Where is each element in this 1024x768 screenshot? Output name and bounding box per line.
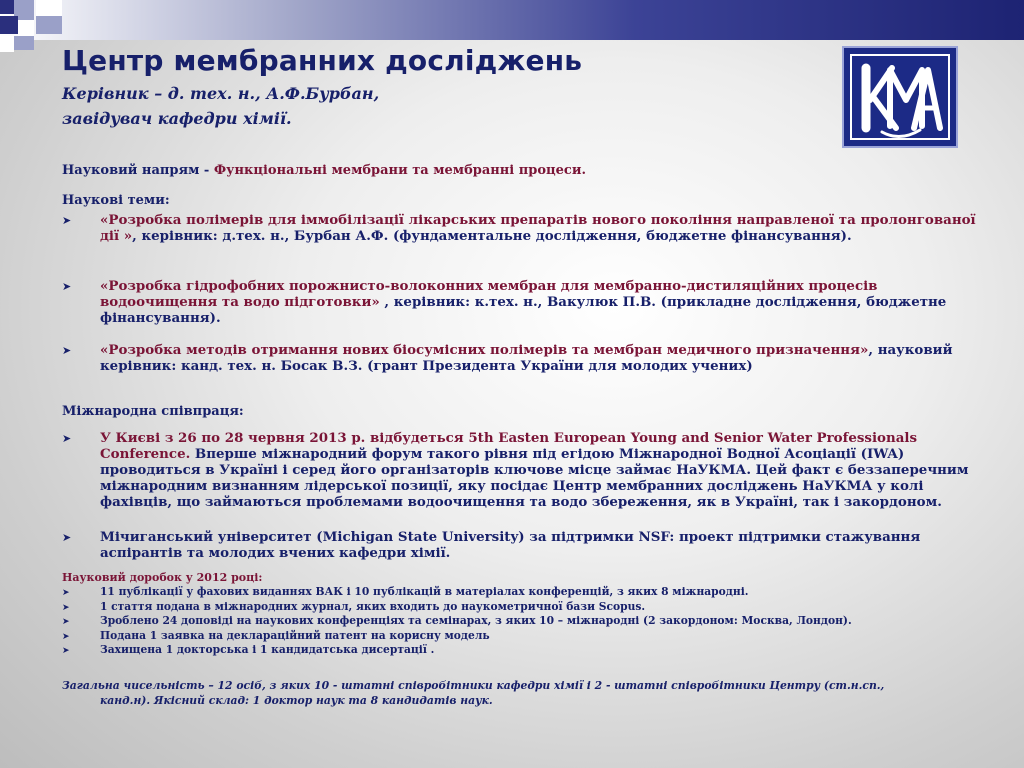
bullet-arrow-icon: ➤ (62, 646, 70, 657)
kma-monogram-icon (844, 48, 956, 146)
list-item (62, 529, 980, 561)
topic-title: «Розробка методів отримання нових біосумісних полімерів та мембран медичного призначення» (100, 342, 869, 358)
research-direction (62, 163, 586, 178)
bullet-arrow-icon: ➤ (62, 531, 72, 544)
topic-title: «Розробка гідрофобних порожнисто-волоконних мембран для мембранно-дистиляційних процесів водоочищення та водо підготовки» (100, 278, 878, 310)
head-position: завідувач кафедри хімії. (62, 109, 292, 128)
topic-details: , керівник: д.тех. н., Бурбан А.Ф. (фундаментальне дослідження, бюджетне фінансування). (132, 228, 852, 244)
cooperation-body: Вперше міжнародний форум такого рівня під егідою Міжнародної Водної Асоціації (IWA) проводиться в Україні і серед його організаторів ключове місце займає НаУКМА. Цей факт є беззаперечним міжнародним визнанням лідерської позиції, яку посідає Центр мембранних досліджень НаУКМА у колі фахівців, що займаються проблемами водоочищення та водо збереження, як в Україні, так і закордоном. (100, 446, 969, 510)
achievement-text: Захищена 1 докторська і 1 кандидатська дисертації . (100, 643, 435, 657)
header-band (0, 0, 1024, 40)
decor-square (14, 36, 34, 50)
staff-summary-line2: канд.н). Якісний склад: 1 доктор наук та 8 кандидатів наук. (100, 694, 493, 707)
bullet-arrow-icon: ➤ (62, 432, 72, 445)
kma-logo-icon (842, 46, 958, 148)
bullet-arrow-icon: ➤ (62, 214, 72, 227)
staff-summary (62, 678, 992, 708)
list-item (62, 629, 980, 644)
list-item (62, 585, 980, 600)
list-item (62, 212, 980, 278)
research-direction-label: Науковий напрям - (62, 163, 214, 178)
topic-details: , керівник: к.тех. н., Вакулюк П.В. (прикладне дослідження, бюджетне фінансування). (100, 294, 947, 326)
list-item (62, 643, 980, 658)
topic-title: «Розробка полімерів для іммобілізації лікарських препаратів нового покоління направленої та пролонгованої дії » (100, 212, 976, 244)
cooperation-list (62, 430, 980, 561)
topics-list (62, 212, 980, 374)
list-item (62, 430, 980, 529)
bullet-arrow-icon: ➤ (62, 280, 72, 293)
achievement-text: Зроблено 24 доповіді на наукових конференціях та семінарах, з яких 10 – міжнародні (2 закордоном: Москва, Лондон). (100, 614, 852, 628)
list-item (62, 614, 980, 629)
head-subtitle: Керівник – д. тех. н., А.Ф.Бурбан, (62, 84, 380, 103)
achievement-text: Подана 1 заявка на деклараційний патент на корисну модель (100, 628, 490, 642)
cooperation-heading: Міжнародна співпраця: (62, 404, 244, 419)
decor-square (36, 0, 62, 16)
decor-square (0, 36, 14, 52)
cooperation-lead: У Києві з 26 по 28 червня 2013 р. відбудеться 5th Easten European Young and Senior Water Professionals Conference. (100, 430, 918, 462)
achievement-text: 11 публікації у фахових виданнях ВАК і 10 публікацій в матеріалах конференцій, з яких 8 міжнародні. (100, 585, 749, 598)
bullet-arrow-icon: ➤ (62, 344, 72, 357)
bullet-arrow-icon: ➤ (62, 602, 70, 613)
list-item (62, 342, 980, 374)
page-title: Центр мембранних досліджень (62, 44, 583, 77)
decor-square (0, 0, 14, 14)
bullet-arrow-icon: ➤ (62, 588, 70, 598)
topics-heading: Наукові теми: (62, 193, 170, 208)
bullet-arrow-icon: ➤ (62, 631, 70, 642)
achievement-text: 1 стаття подана в міжнародних журнал, яких входить до наукометричної бази Scopus. (100, 599, 646, 613)
topic-details: , науковий керівник: канд. тех. н. Босак В.З. (грант Президента України для молодих учених) (100, 342, 953, 374)
staff-summary-line1: Загальна чисельність – 12 осіб, з яких 10 - штатні співробітники кафедри хімії і 2 - штатні співробітники Центру (ст.н.сп., (62, 679, 885, 692)
decor-square (0, 16, 18, 34)
list-item (62, 278, 980, 342)
cooperation-body: Мічиганський університет (Michigan State University) за підтримки NSF: проект підтримки стажування аспірантів та молодих вчених кафедри хімії. (100, 529, 921, 561)
decor-square (18, 20, 34, 36)
achievements-heading: Науковий доробок у 2012 році: (62, 571, 263, 584)
list-item (62, 600, 980, 615)
bullet-arrow-icon: ➤ (62, 617, 70, 628)
decor-square (36, 16, 62, 34)
achievements-list (62, 585, 980, 658)
research-direction-value: Функціональні мембрани та мембранні процеси. (213, 163, 587, 178)
